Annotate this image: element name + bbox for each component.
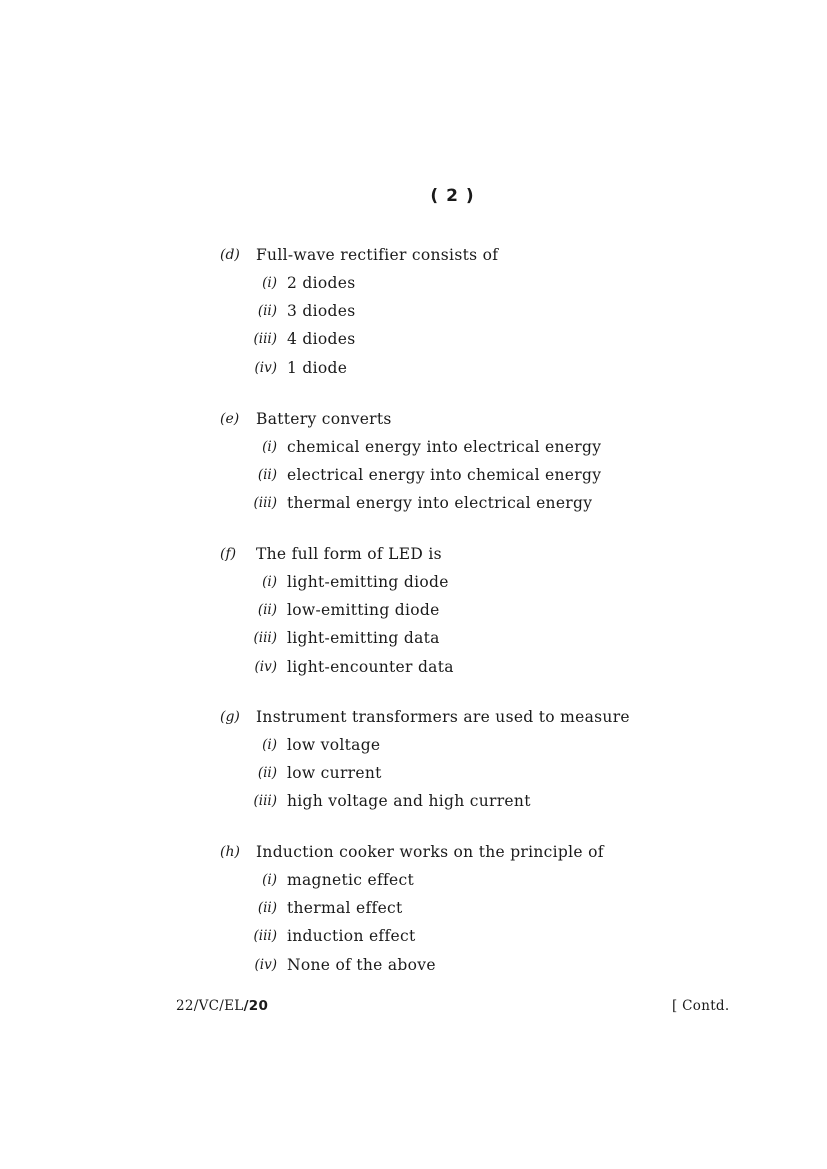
question-text: Full-wave rectifier consists of	[256, 246, 499, 264]
option-item	[220, 269, 740, 297]
option-label: (i)	[262, 872, 277, 888]
option-label: (iii)	[253, 793, 277, 810]
option-label: (iv)	[254, 658, 277, 675]
option-text: 1 diode	[287, 358, 348, 377]
option-text: low current	[287, 764, 382, 783]
option-item	[220, 731, 740, 759]
question-label: (e)	[220, 411, 240, 427]
question-text: The full form of LED is	[256, 545, 442, 563]
option-item	[220, 624, 740, 652]
option-text: electrical energy into chemical energy	[287, 466, 602, 485]
option-label: (i)	[262, 737, 277, 753]
option-item	[220, 596, 740, 624]
option-text: chemical energy into electrical energy	[287, 438, 602, 456]
option-text: high voltage and high current	[287, 792, 531, 811]
option-text: light-encounter data	[287, 657, 454, 676]
option-item	[220, 568, 740, 596]
question-text: Instrument transformers are used to measure	[256, 708, 630, 726]
option-item	[220, 787, 740, 815]
option-text: light-emitting data	[287, 629, 440, 648]
option-text: 3 diodes	[287, 302, 356, 321]
option-label: (iii)	[253, 331, 277, 348]
paper-code	[176, 998, 268, 1014]
question-text: Induction cooker works on the principle of	[256, 843, 604, 861]
option-text: low-emitting diode	[287, 601, 440, 620]
question-f	[220, 540, 740, 681]
question-text: Battery converts	[256, 410, 392, 428]
option-label: (i)	[262, 439, 277, 455]
option-text: low voltage	[287, 736, 381, 754]
question-stem	[220, 838, 740, 866]
page-number: ( 2 )	[430, 186, 475, 206]
option-item	[220, 461, 740, 489]
question-d	[220, 241, 740, 382]
option-text: thermal effect	[287, 899, 403, 918]
option-label: (ii)	[257, 765, 277, 782]
option-text: thermal energy into electrical energy	[287, 494, 593, 513]
option-text: light-emitting diode	[287, 573, 449, 591]
option-label: (iii)	[253, 630, 277, 647]
option-item	[220, 866, 740, 894]
option-text: magnetic effect	[287, 871, 415, 889]
option-item	[220, 433, 740, 461]
question-stem	[220, 405, 740, 433]
question-label: (f)	[220, 546, 237, 562]
option-item	[220, 951, 740, 979]
option-label: (i)	[262, 574, 277, 590]
option-label: (iii)	[253, 495, 277, 512]
option-label: (iv)	[254, 359, 277, 376]
option-text: 4 diodes	[287, 330, 356, 349]
option-item	[220, 759, 740, 787]
option-label: (ii)	[257, 303, 277, 320]
question-stem	[220, 540, 740, 568]
question-h	[220, 838, 740, 979]
option-label: (iv)	[254, 956, 277, 973]
option-item	[220, 653, 740, 681]
option-item	[220, 489, 740, 517]
question-g	[220, 703, 740, 816]
option-text: 2 diodes	[287, 274, 356, 292]
option-item	[220, 354, 740, 382]
option-label: (ii)	[257, 467, 277, 484]
option-item	[220, 297, 740, 325]
question-label: (d)	[220, 247, 240, 263]
option-label: (ii)	[257, 900, 277, 917]
option-label: (i)	[262, 275, 277, 291]
question-label: (h)	[220, 844, 240, 860]
question-label: (g)	[220, 709, 240, 725]
option-label: (ii)	[257, 602, 277, 619]
option-item	[220, 894, 740, 922]
option-text: None of the above	[287, 955, 436, 974]
question-e	[220, 405, 740, 518]
option-item	[220, 325, 740, 353]
paper-code-prefix: 22/VC/EL	[176, 998, 244, 1014]
option-text: induction effect	[287, 927, 416, 946]
contd-marker: [ Contd.	[672, 998, 730, 1014]
option-item	[220, 922, 740, 950]
paper-code-suffix: /20	[243, 998, 269, 1014]
question-stem	[220, 703, 740, 731]
option-label: (iii)	[253, 928, 277, 945]
question-stem	[220, 241, 740, 269]
